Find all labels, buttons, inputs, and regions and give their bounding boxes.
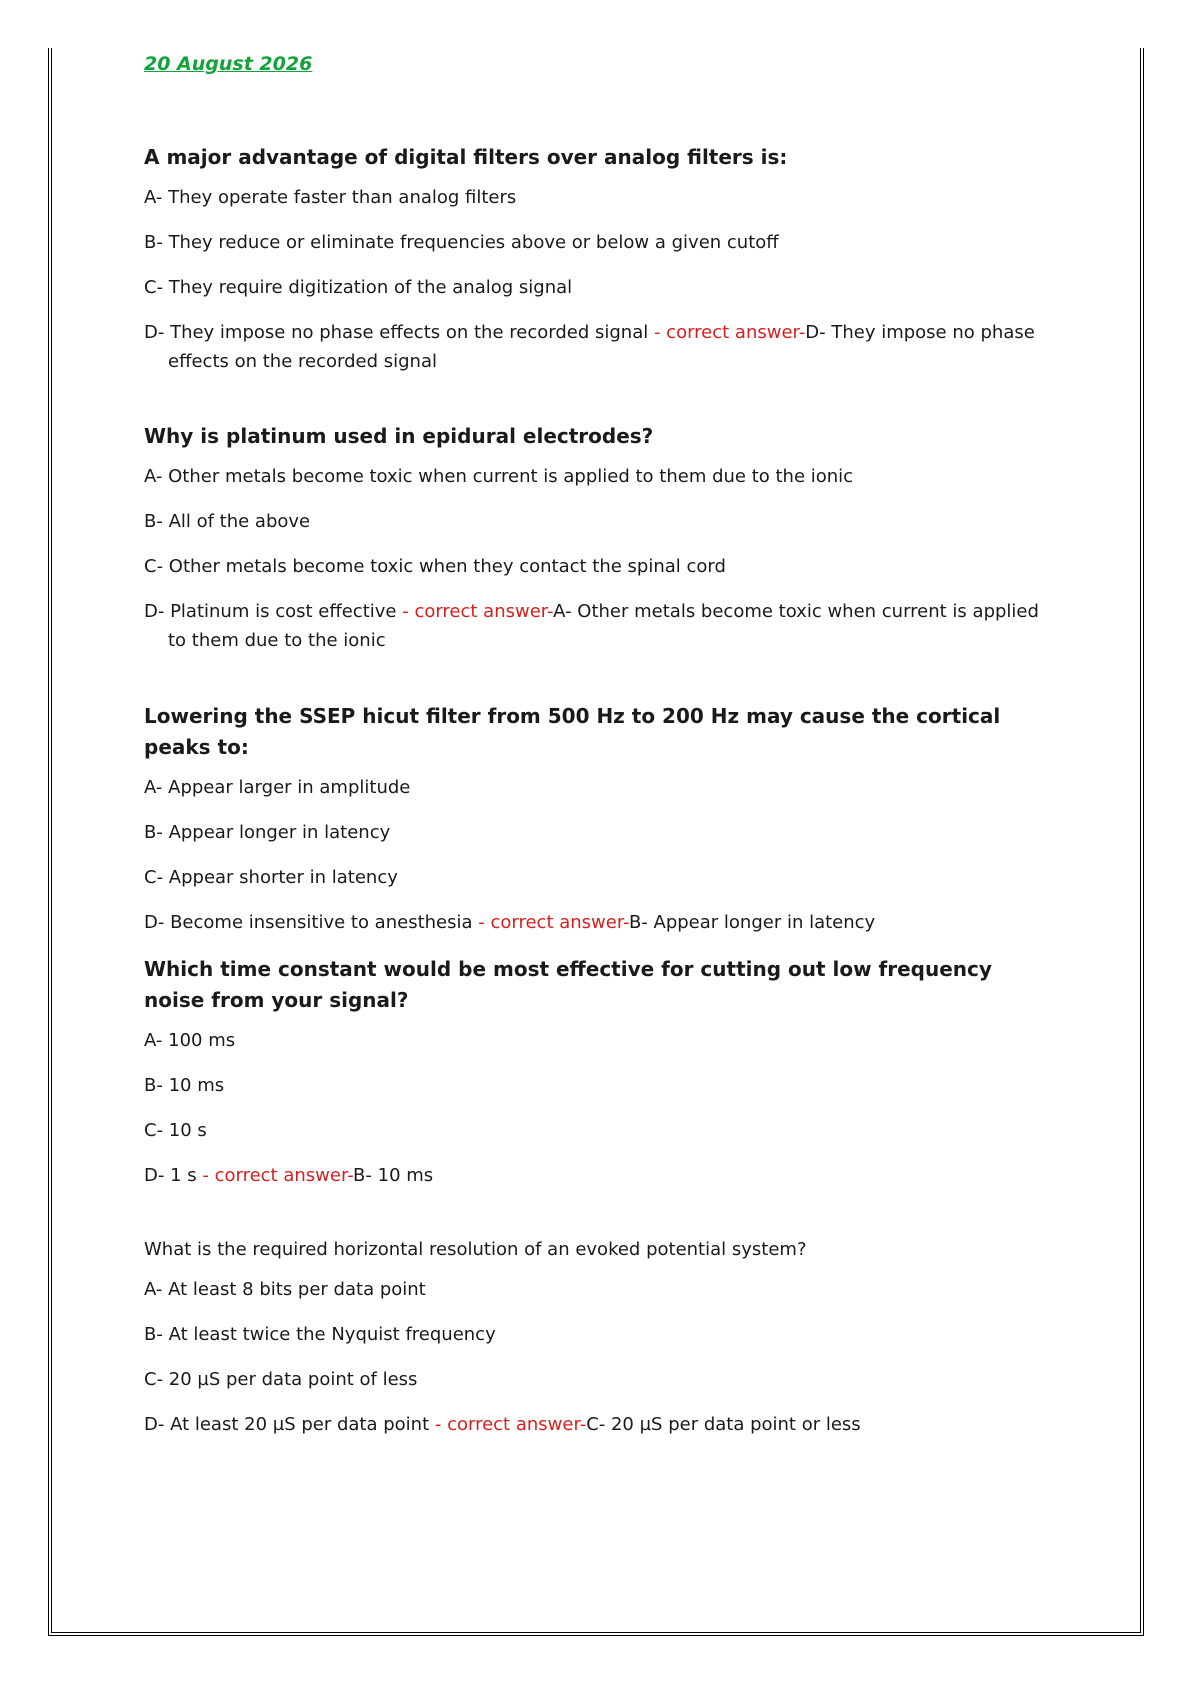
option-b: B- All of the above	[144, 511, 311, 532]
option-a: A- At least 8 bits per data point	[144, 1279, 426, 1300]
correct-answer-text: B- 10 ms	[353, 1165, 434, 1186]
correct-answer-marker: - correct answer-	[196, 1165, 354, 1186]
correct-answer-marker: - correct answer-	[472, 912, 629, 933]
option-c: C- They require digitization of the analog signal	[144, 277, 573, 298]
option-b: B- Appear longer in latency	[144, 822, 391, 843]
question-title: Why is platinum used in epidural electrodes?	[144, 424, 654, 448]
option-c: C- 10 s	[144, 1120, 207, 1141]
option-d-with-answer	[144, 318, 1044, 376]
correct-answer-text: C- 20 µS per data point or less	[586, 1414, 861, 1435]
option-d-with-answer	[144, 908, 1044, 937]
question-3	[144, 701, 1044, 953]
correct-answer-text: D- They impose no phase effects on the recorded signal	[168, 322, 1035, 372]
option-b: B- 10 ms	[144, 1075, 225, 1096]
option-c: C- Other metals become toxic when they contact the spinal cord	[144, 556, 726, 577]
correct-answer-marker: - correct answer-	[429, 1414, 587, 1435]
question-title: A major advantage of digital filters over analog filters is:	[144, 145, 788, 169]
correct-answer-text: B- Appear longer in latency	[628, 912, 876, 933]
option-c: C- 20 µS per data point of less	[144, 1369, 418, 1390]
question-title: What is the required horizontal resolution of an evoked potential system?	[144, 1239, 807, 1260]
option-c: C- Appear shorter in latency	[144, 867, 398, 888]
option-d: D- Become insensitive to anesthesia	[144, 912, 473, 933]
question-4	[144, 954, 1044, 1206]
correct-answer-text: A- Other metals become toxic when current is applied to them due to the ionic	[168, 601, 1039, 651]
question-1	[144, 142, 1044, 392]
document-date: 20 August 2026	[144, 53, 313, 75]
option-a: A- Appear larger in amplitude	[144, 777, 411, 798]
question-5	[144, 1234, 1044, 1455]
option-d: D- Platinum is cost effective	[144, 601, 397, 622]
option-a: A- Other metals become toxic when current is applied to them due to the ionic	[144, 466, 854, 487]
option-d: D- At least 20 µS per data point	[144, 1414, 430, 1435]
correct-answer-marker: - correct answer-	[396, 601, 554, 622]
option-a: A- They operate faster than analog filters	[144, 187, 517, 208]
option-d-with-answer	[144, 597, 1044, 655]
option-b: B- At least twice the Nyquist frequency	[144, 1324, 496, 1345]
option-d-with-answer	[144, 1161, 1044, 1190]
option-d: D- 1 s	[144, 1165, 197, 1186]
question-2	[144, 421, 1044, 671]
option-b: B- They reduce or eliminate frequencies above or below a given cutoff	[144, 232, 779, 253]
correct-answer-marker: - correct answer-	[648, 322, 806, 343]
document-content	[144, 48, 1044, 1435]
question-title: Lowering the SSEP hicut filter from 500 Hz to 200 Hz may cause the cortical peaks to:	[144, 704, 1001, 759]
option-d-with-answer	[144, 1410, 1044, 1439]
option-d: D- They impose no phase effects on the recorded signal	[144, 322, 649, 343]
question-title: Which time constant would be most effective for cutting out low frequency noise from your signal?	[144, 957, 992, 1012]
option-a: A- 100 ms	[144, 1030, 236, 1051]
